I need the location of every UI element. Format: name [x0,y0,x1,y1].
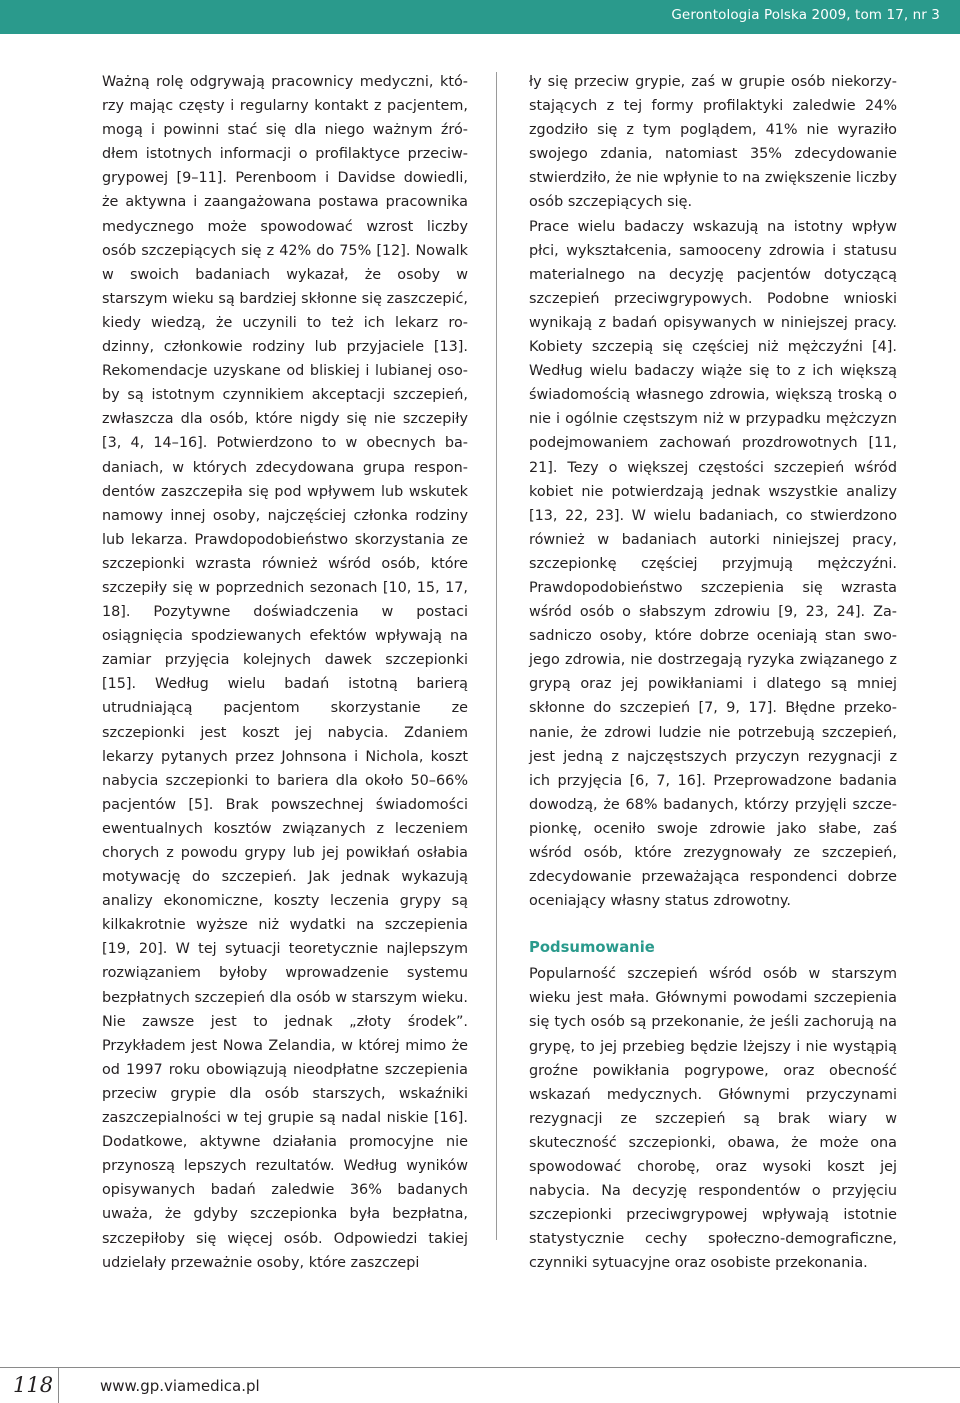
section-heading-summary: Podsumowanie [529,939,655,957]
journal-header-bar [0,0,960,34]
left-text-column [102,70,468,1275]
body-paragraph: ły się przeciw grypie, zaś w grupie osób niekorzystających z tej formy profilaktyki zaledwie 24% zgodziło się z tym poglądem, 41% nie wyraziło swojego zdania, natomiast 35% zdecydowanie stwierdziło, że nie wpłynie to na zwiększenie liczby osób szczepiących się. [529,74,897,211]
summary-paragraph: Popularność szczepień wśród osób w starszym wieku jest mała. Głównymi powodami szczepienia się tych osób są przekonanie, że jeśli zachorują na grypę, to jej przebieg będzie lżejszy i nie wystąpią groźne powikłania pogrypowe, oraz obecność wskazań medycznych. Głównymi przyczynami rezygnacji ze szczepień są brak wiary w skuteczność szczepionki, obawa, że może ona spowodować chorobę, oraz wysoki koszt jej nabycia. Na decyzję respondentów o przyjęciu szczepionki przeciwgrypowej wpływają istotnie statystycznie cechy społeczno-demograficzne, czynniki sytuacyjne oraz osobiste przekonania. [529,966,897,1272]
footer-vertical-rule [58,1367,59,1403]
column-divider [496,72,497,1240]
page-number: 118 [13,1373,54,1397]
journal-url-link[interactable]: www.gp.viamedica.pl [100,1377,260,1395]
footer-rule [0,1367,960,1368]
right-text-column [529,70,897,1276]
body-paragraph: Prace wielu badaczy wskazują na istotny wpływ płci, wykształcenia, samooceny zdrowia i statusu materialnego na decyzję pacjentów dotyczącą szczepień przeciwgrypowych. Podobne wnioski wynikają z badań opisywanych w niniejszej pracy. Kobiety szczepią się częściej niż mężczyźni [4]. Według wielu badaczy wiąże się to z ich większą świadomością własnego zdrowia, większą troską o nie i ogólnie częstszym niż w przypadku mężczyzn podejmowaniem zachowań prozdrowotnych [11, 21]. Tezy o większej częstości szczepień wśród kobiet nie potwierdzają jednak wszystkie analizy [13, 22, 23]. W wielu badaniach, co stwierdzono również w badaniach autorki niniejszej pracy, szczepionkę częściej przyjmują mężczyźni. Prawdopodobieństwo szczepienia się wzrasta wśród osób o słabszym zdrowiu [9, 23, 24]. Zasadniczo osoby, które dobrze oceniają stan swojego zdrowia, nie dostrzegają ryzyka związanego z grypą oraz jej powikłaniami i dlatego są mniej skłonne do szczepień [7, 9, 17]. Błędne przekonanie, że zdrowi ludzie nie potrzebują szczepień, jest jedną z najczęstszych przyczyn rezygnacji z ich przyjęcia [6, 7, 16]. Przeprowadzone badania dowodzą, że 68% badanych, którzy przyjęli szczepionkę, oceniło swoje zdrowie jako słabe, zaś wśród osób, które zrezygnowały ze szczepień, zdecydowanie przeważająca respondenci dobrze oceniający własny status zdrowotny. [529,218,897,910]
journal-running-title: Gerontologia Polska 2009, tom 17, nr 3 [671,7,940,23]
body-paragraph: Ważną rolę odgrywają pracownicy medyczni, którzy mając częsty i regularny kontakt z pacjentem, mogą i powinni stać się dla niego ważnym źródłem istotnych informacji o profilaktyce przeciwgrypowej [9–11]. Perenboom i Davidse dowiedli, że aktywna i zaangażowana postawa pracownika medycznego może spowodować wzrost liczby osób szczepiących się z 42% do 75% [12]. Nowalk w swoich badaniach wykazał, że osoby w starszym wieku są bardziej skłonne się zaszczepić, kiedy wiedzą, że uczynili to też ich lekarz rodzinny, członkowie rodziny lub przyjaciele [13]. Rekomendacje uzyskane od bliskiej i lubianej osoby są istotnym czynnikiem akceptacji szczepień, zwłaszcza dla osób, które nigdy się nie szczepiły [3, 4, 14–16]. Potwierdzono to w obecnych badaniach, w których zdecydowana grupa respondentów zaszczepiła się pod wpływem lub wskutek namowy innej osoby, najczęściej członka rodziny lub lekarza. Prawdopodobieństwo skorzystania ze szczepionki wzrasta również wśród osób, które szczepiły się w poprzednich sezonach [10, 15, 17, 18]. Pozytywne doświadczenia w postaci osiągnięcia spodziewanych efektów wpływają na zamiar przyjęcia kolejnych dawek szczepionki [15]. Według wielu badań istotną barierą utrudniającą pacjentom skorzystanie ze szczepionki jest koszt jej nabycia. Zdaniem lekarzy pytanych przez Johnsona i Nichola, koszt nabycia szczepionki to bariera dla około 50–66% pacjentów [5]. Brak powszechnej świadomości ewentualnych kosztów związanych z leczeniem chorych z powodu grypy lub jej powikłań osłabia motywację do szczepień. Jak jednak wykazują analizy ekonomiczne, koszty leczenia grypy są kilkakrotnie wyższe niż wydatki na szczepienia [19, 20]. W tej sytuacji teoretycznie najlepszym rozwiązaniem byłoby wprowadzenie systemu bezpłatnych szczepień dla osób w starszym wieku. Nie zawsze jest to jednak „złoty środek”. Przykładem jest Nowa Zelandia, w której mimo że od 1997 roku obowiązują nieodpłatne szczepienia przeciw grypie dla osób starszych, wskaźniki zaszczepialności w tej grupie są nadal niskie [16]. Dodatkowe, aktywne działania promocyjne nie przynoszą lepszych rezultatów. Według wyników opisywanych badań zaledwie 36% badanych uważa, że gdyby szczepionka była bezpłatna, szczepiłoby się więcej osób. Odpowiedzi takiej udzielały przeważnie osoby, które zaszczepi [102,74,468,1271]
